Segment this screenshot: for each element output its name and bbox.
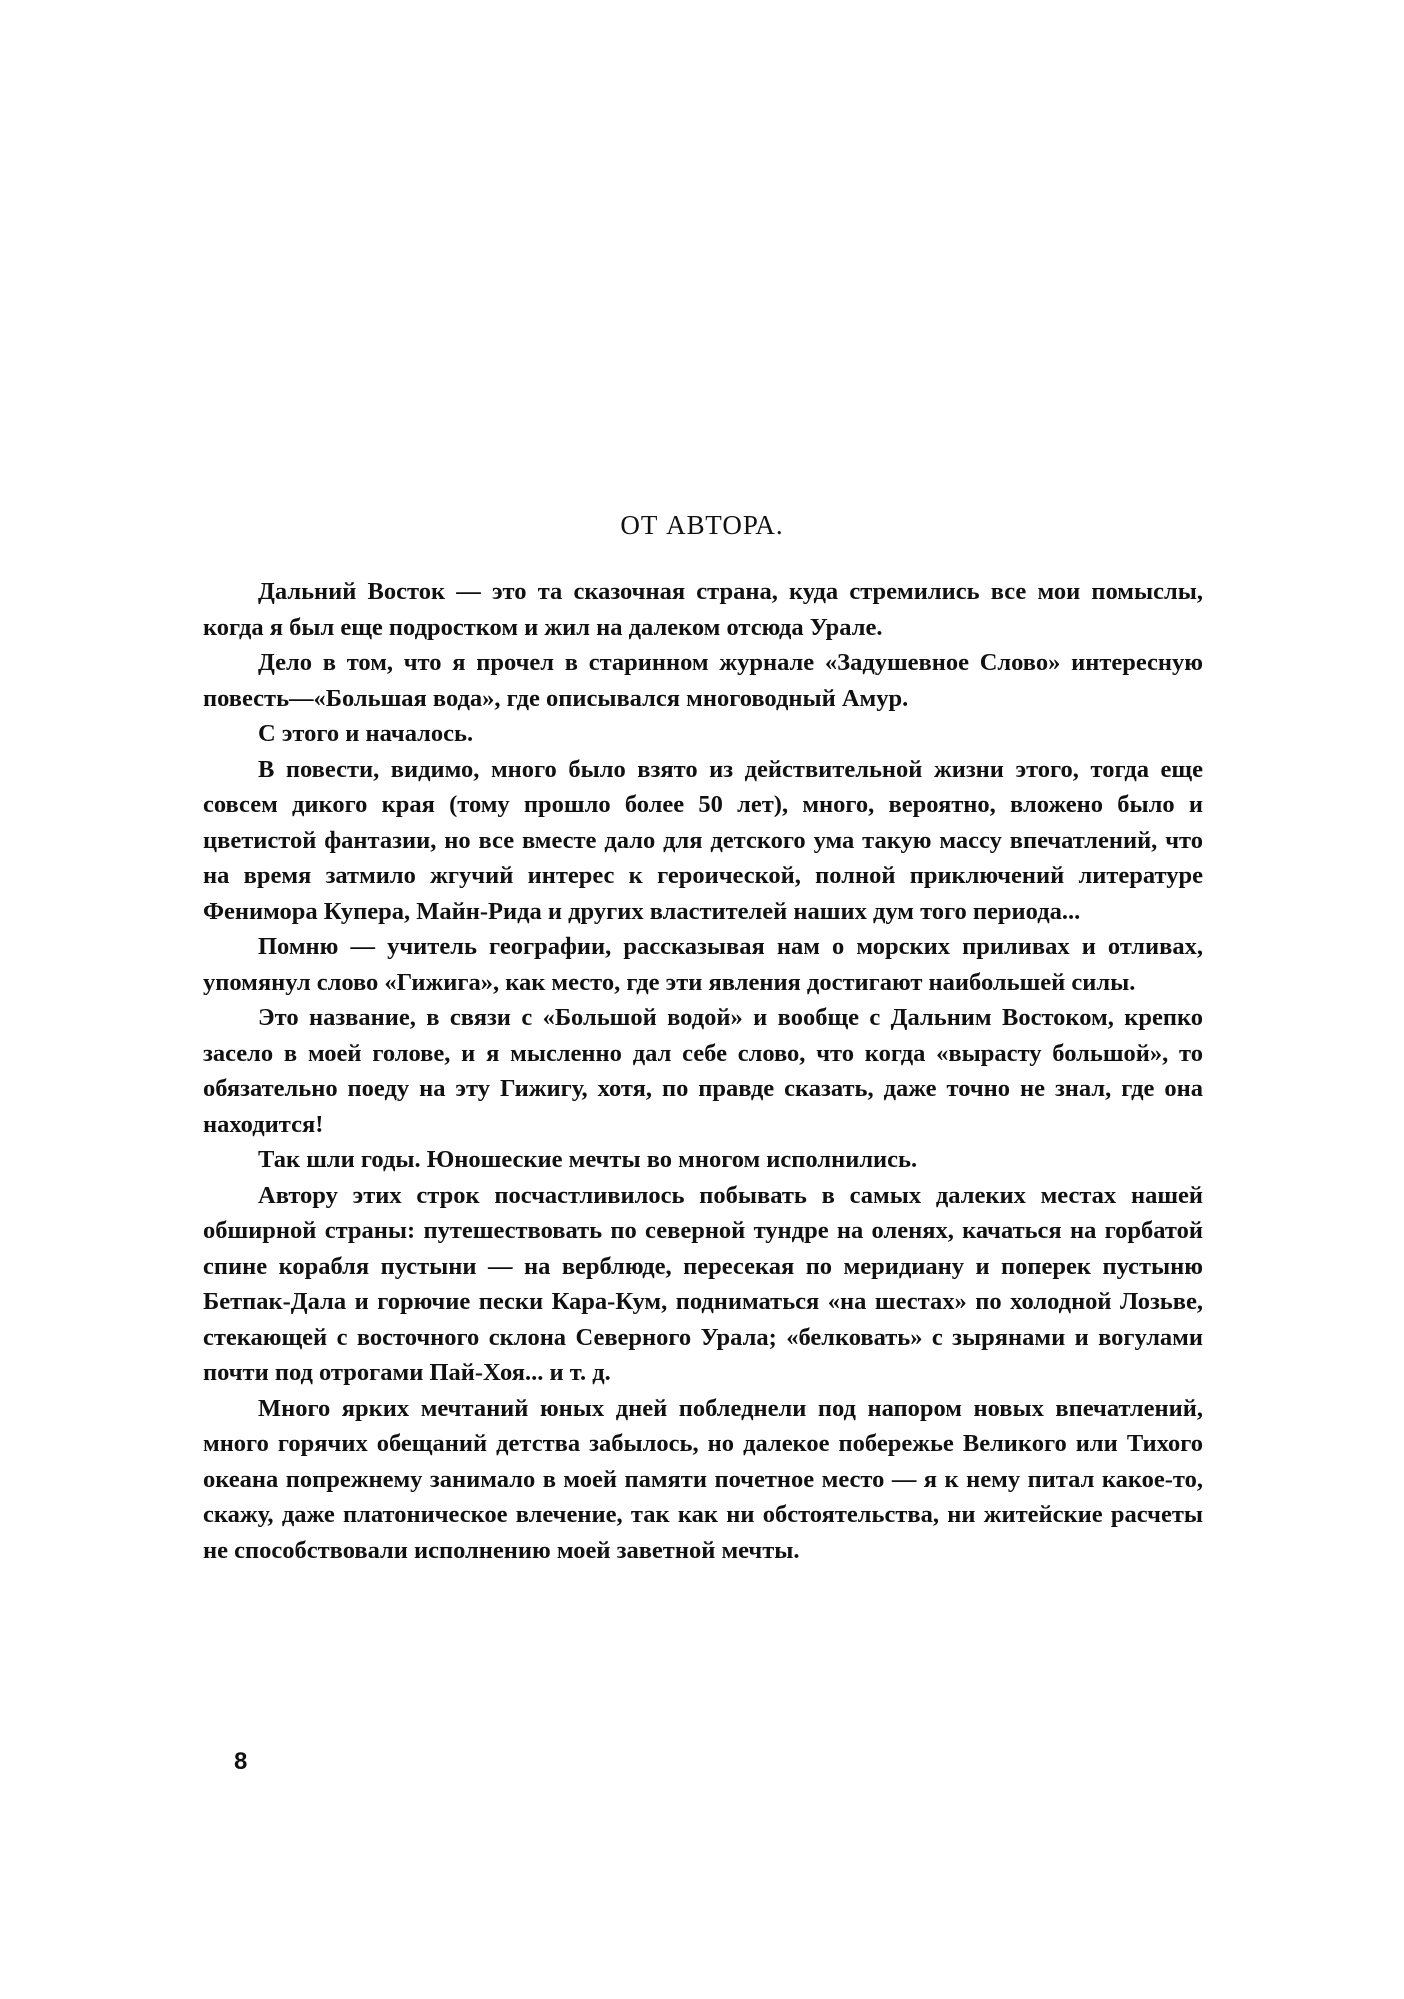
body-text	[203, 574, 1203, 1568]
paragraph-1: Дальний Восток — это та сказочная страна, куда стремились все мои помыслы, когда я был еще подростком и жил на далеком отсюда Урале.	[203, 578, 1203, 641]
page-number: 8	[234, 1748, 248, 1775]
paragraph-3: С этого и началось.	[258, 720, 474, 747]
paragraph-9: Много ярких мечтаний юных дней побледнели под напором новых впечатлений, много горячих обещаний детства забылось, но далекое побережье Великого или Тихого океана попрежнему занимало в моей памяти почетное место — я к нему питал какое-то, скажу, даже платоническое влечение, так как ни обстоятельства, ни житейские расчеты не способствовали исполнению моей заветной мечты.	[203, 1394, 1203, 1564]
paragraph-8: Автору этих строк посчастливилось побывать в самых далеких местах нашей обширной страны: путешествовать по северной тундре на оленях, качаться на горбатой спине корабля пустыни — на верблюде, пересекая по меридиану и поперек пустыню Бетпак-Дала и горючие пески Кара-Кум, подниматься «на шестах» по холодной Лозьве, стекающей с восточного склона Северного Урала; «белковать» с зырянами и вогулами почти под отрогами Пай-Хоя... и т. д.	[203, 1181, 1203, 1386]
paragraph-6: Это название, в связи с «Большой водой» и вообще с Дальним Востоком, крепко засело в моей голове, и я мысленно дал себе слово, что когда «вырасту большой», то обязательно поеду на эту Гижигу, хотя, по правде сказать, даже точно не знал, где она находится!	[203, 1004, 1203, 1138]
paragraph-2: Дело в том, что я прочел в старинном журнале «Задушевное Слово» интересную повесть—«Большая вода», где описывался многоводный Амур.	[203, 649, 1203, 712]
paragraph-5: Помню — учитель географии, рассказывая нам о морских приливах и отливах, упомянул слово «Гижига», как место, где эти явления достигают наибольшей силы.	[203, 933, 1203, 996]
paragraph-7: Так шли годы. Юношеские мечты во многом исполнились.	[258, 1146, 918, 1173]
paragraph-4: В повести, видимо, много было взято из действительной жизни этого, тогда еще совсем дикого края (тому прошло более 50 лет), много, вероятно, вложено было и цветистой фантазии, но все вместе дало для детского ума такую массу впечатлений, что на время затмило жгучий интерес к героической, полной приключений литературе Фенимора Купера, Майн-Рида и других властителей наших дум того периода...	[203, 755, 1203, 925]
chapter-heading: ОТ АВТОРА.	[620, 510, 784, 540]
